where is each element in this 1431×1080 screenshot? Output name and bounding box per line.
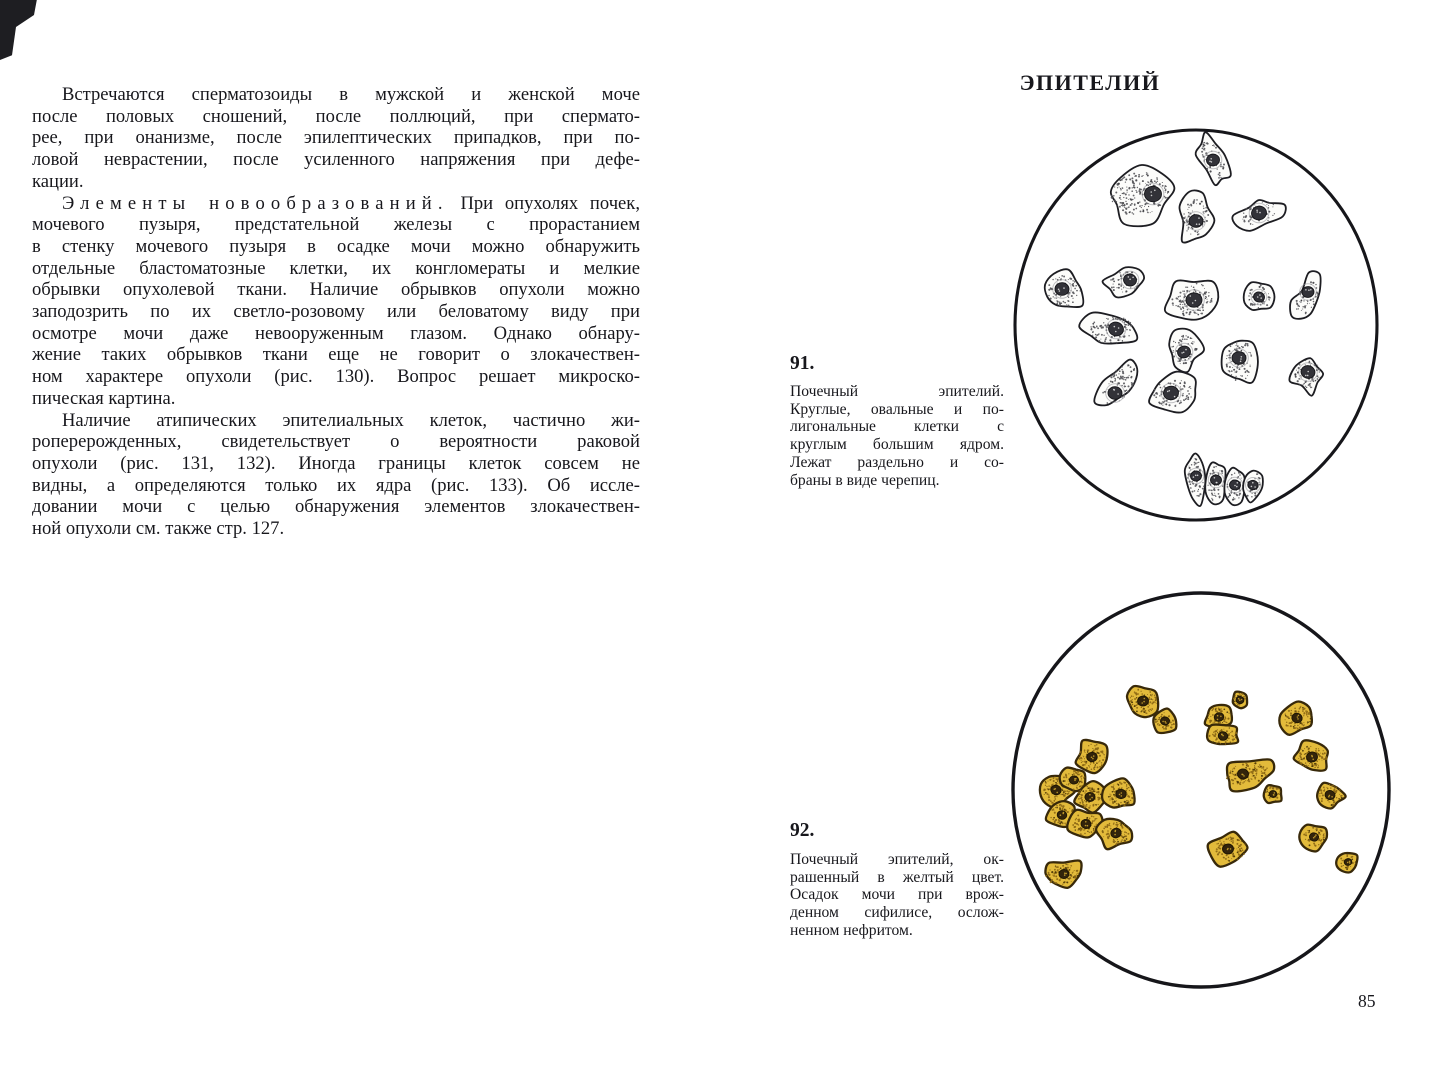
- text-line: рее, при онанизме, после эпилептических припадков, при по-: [32, 127, 640, 149]
- scan-artifact: [0, 0, 40, 60]
- text-line: обрывки опухолевой ткани. Наличие обрывков опухоли можно: [32, 279, 640, 301]
- epithelial-cell: [1264, 785, 1282, 803]
- figure-91-illustration: [995, 115, 1395, 530]
- figure-92-label: 92.: [790, 820, 815, 841]
- body-text: [32, 84, 640, 540]
- text-line: довании мочи с целью обнаружения элементов злокачествен-: [32, 496, 640, 518]
- epithelial-cell: [1244, 282, 1275, 310]
- figure-91-caption: [790, 383, 1004, 489]
- text-line: Наличие атипических эпителиальных клеток, частично жи-: [62, 409, 640, 431]
- page-title: ЭПИТЕЛИЙ: [1019, 70, 1161, 95]
- text-line: заподозрить по их светло-розовому или беловатому виду при: [32, 301, 640, 323]
- epithelial-cell: [1207, 725, 1238, 746]
- epithelial-cell: [1205, 462, 1225, 504]
- text-line: Встречаются сперматозоиды в мужской и женской моче: [62, 84, 640, 105]
- text-line: ненном нефритом.: [790, 921, 913, 939]
- text-line: жение таких обрывков ткани еще не говорит о злокачествен-: [32, 344, 640, 366]
- epithelial-cell: [1076, 740, 1108, 773]
- text-line: пическая картина.: [32, 387, 176, 409]
- text-line: кации.: [32, 170, 84, 192]
- text-line: рашенный в желтый цвет.: [790, 868, 1004, 886]
- text-line: браны в виде черепиц.: [790, 471, 940, 489]
- text-line: денном сифилисе, ослож-: [790, 904, 1004, 922]
- text-line: опухоли (рис. 131, 132). Иногда границы клеток совсем не: [32, 452, 640, 474]
- epithelial-cell: [1165, 280, 1218, 319]
- text-line: Почечный эпителий, ок-: [790, 851, 1004, 868]
- epithelial-cell: [1233, 692, 1247, 709]
- epithelial-cell: [1336, 853, 1357, 872]
- text-line: Элементы новообразований. При опухолях почек,: [62, 192, 640, 214]
- text-line: Лежат раздельно и со-: [790, 453, 1004, 471]
- text-line: мочевого пузыря, предстательной железы с прорастанием: [32, 214, 640, 236]
- text-line: ной опухоли см. также стр. 127.: [32, 518, 285, 540]
- figure-91-label: 91.: [790, 353, 815, 374]
- text-line: осмотре мочи даже невооруженным глазом. Однако обнару-: [32, 322, 640, 344]
- text-line: ловой неврастении, после усиленного напряжения при дефе-: [32, 149, 640, 171]
- text-line: Почечный эпителий.: [790, 383, 1004, 400]
- text-line: Осадок мочи при врож-: [790, 886, 1004, 904]
- text-line: ном характере опухоли (рис. 130). Вопрос решает микроско-: [32, 366, 640, 388]
- text-line: отдельные бластоматозные клетки, их конгломераты и мелкие: [32, 257, 640, 279]
- text-line: Круглые, овальные и по-: [790, 400, 1004, 418]
- page-number: 85: [1358, 991, 1376, 1011]
- text-line: роперерожденных, свидетельствует о вероятности раковой: [32, 431, 640, 453]
- text-line: видны, а определяются только их ядра (рис. 133). Об иссле-: [32, 474, 640, 496]
- figure-92-illustration: [995, 580, 1400, 998]
- text-line: лигональные клетки с: [790, 418, 1004, 436]
- epithelial-cell: [1224, 468, 1244, 506]
- emphasized-text: Элементы новообразований.: [62, 192, 449, 214]
- text-line: круглым большим ядром.: [790, 436, 1004, 454]
- text-line: в стенку мочевого пузыря в осадке мочи можно обнаружить: [32, 235, 640, 257]
- figure-92-caption: [790, 851, 1004, 940]
- text-line: после половых сношений, после поллюций, при спермато-: [32, 105, 640, 127]
